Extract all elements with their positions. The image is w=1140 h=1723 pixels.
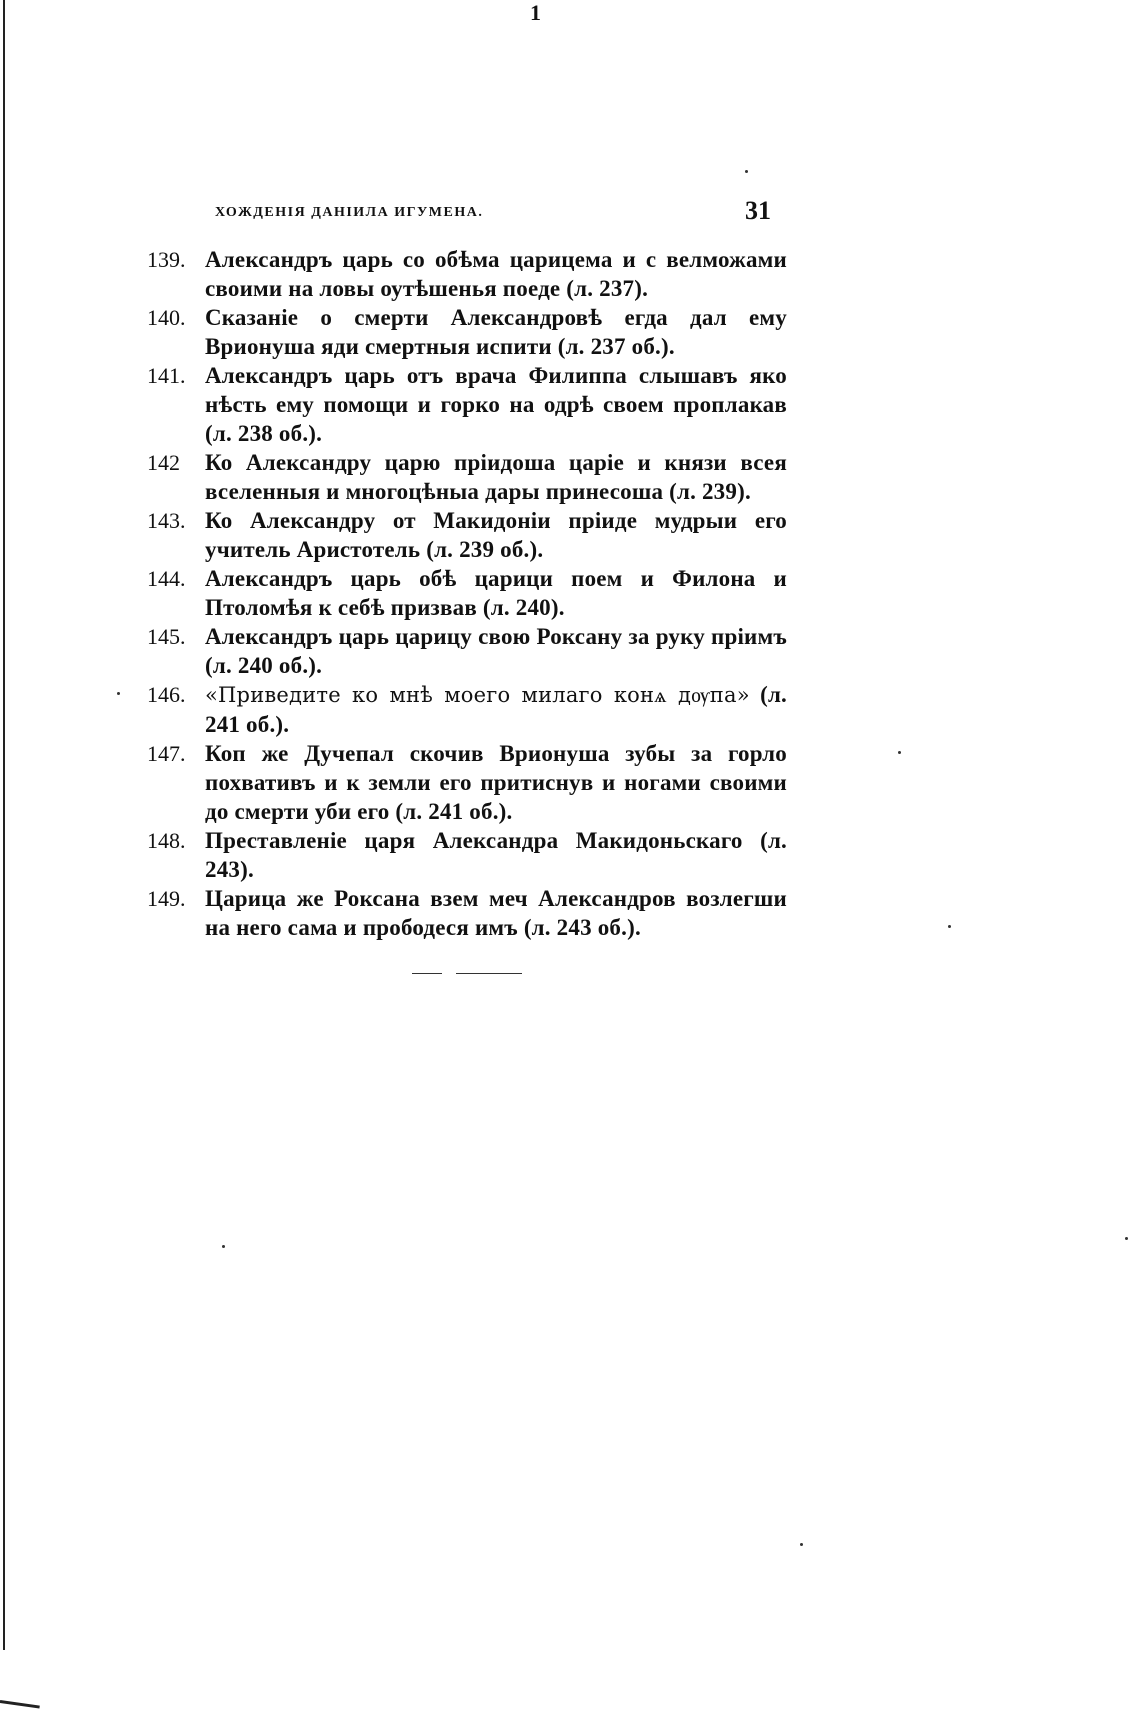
scan-speck (1125, 1237, 1128, 1240)
entry-text: Коп же Дучепал скочив Врионуша зубы за горло похвативъ и к земли его притиснув и ногами своими до смерти уби его (л. 241 об.). (205, 741, 787, 824)
page-number: 31 (745, 196, 771, 225)
entry-147 (147, 739, 787, 826)
scan-speck (745, 170, 748, 173)
entry-139 (147, 245, 787, 303)
entry-text: Александръ царь обѣ царици поем и Филона и Птоломѣя к себѣ призвав (л. 240). (205, 566, 787, 620)
entry-text: Сказаніе о смерти Александровѣ егда дал ему Врионуша яди смертныя испити (л. 237 об.). (205, 305, 787, 359)
entry-143 (147, 506, 787, 564)
scan-speck (117, 692, 120, 695)
entry-quote: «Приведите ко мнѣ моего милаго конѧ дѹпа» (205, 683, 750, 707)
scan-speck (948, 925, 951, 928)
end-rule-segment (456, 973, 522, 974)
scan-speck (898, 751, 901, 754)
entry-number: 140. (147, 305, 186, 330)
entry-text: Преставленіе царя Александра Макидоньскаго (л. 243). (205, 828, 787, 882)
entry-140 (147, 303, 787, 361)
entry-number: 147. (147, 741, 186, 766)
entry-141 (147, 361, 787, 448)
running-title: ХОЖДЕНІЯ ДАНІИЛА ИГУМЕНА. (215, 205, 484, 220)
entry-text: Александръ царь царицу свою Роксану за руку пріимъ (л. 240 об.). (205, 624, 787, 678)
entry-number: 149. (147, 886, 186, 911)
scan-bottom-mark (0, 1700, 40, 1709)
entry-number: 144. (147, 566, 186, 591)
entry-text: Александръ царь отъ врача Филиппа слышавъ яко нѣсть ему помощи и горко на одрѣ своем проплакав (л. 238 об.). (205, 363, 787, 446)
entry-number: 145. (147, 624, 186, 649)
entry-text-wrapper (205, 680, 787, 739)
entry-149 (147, 884, 787, 942)
entry-146 (147, 680, 787, 739)
entry-144 (147, 564, 787, 622)
end-rule-segment (412, 973, 442, 974)
entry-142 (147, 448, 787, 506)
end-rule (412, 969, 522, 979)
entry-text: Ко Александру царю пріидоша царіе и князи всея вселенныя и многоцѣныа дары принесоша (л. 239). (205, 450, 787, 504)
entry-number: 143. (147, 508, 186, 533)
entry-number: 141. (147, 363, 186, 388)
entry-number: 142 (147, 450, 180, 475)
scan-speck (800, 1543, 803, 1546)
entry-text: Александръ царь со обѣма царицема и с велможами своими на ловы оутѣшенья поеде (л. 237). (205, 247, 787, 301)
entry-number: 148. (147, 828, 186, 853)
entry-text: Царица же Роксана взем меч Александров возлегши на него сама и прободеся имъ (л. 243 об.). (205, 886, 787, 940)
entry-list (147, 245, 787, 942)
scan-left-edge (3, 0, 5, 1650)
entry-148 (147, 826, 787, 884)
entry-number: 139. (147, 247, 186, 272)
running-head (215, 196, 815, 236)
scan-speck (222, 1245, 225, 1248)
entry-text: (л. 241 об.). (205, 682, 788, 737)
entry-number: 146. (147, 682, 186, 707)
entry-145 (147, 622, 787, 680)
scan-mark: 1 (530, 0, 541, 25)
entry-text: Ко Александру от Макидоніи пріиде мудрыи его учитель Аристотель (л. 239 об.). (205, 508, 787, 562)
